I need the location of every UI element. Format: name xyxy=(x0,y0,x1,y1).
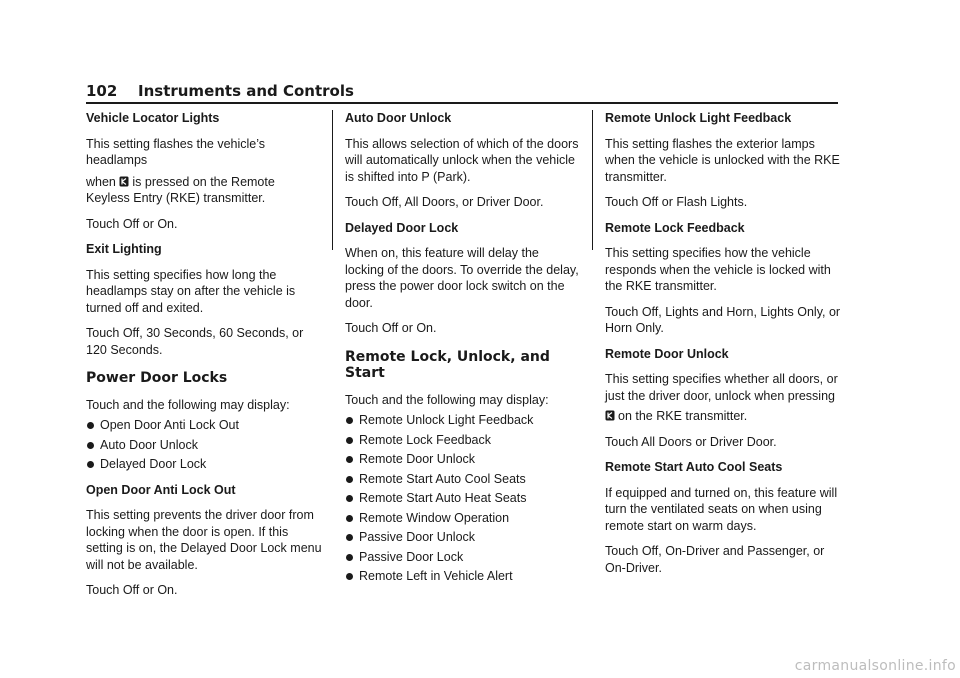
paragraph: Touch Off or On. xyxy=(86,583,178,597)
subheading-vehicle-locator-lights: Vehicle Locator Lights xyxy=(86,111,220,125)
section-heading-remote-lock-unlock-start: Remote Lock, Unlock, and Start xyxy=(345,348,550,381)
paragraph: Touch All Doors or Driver Door. xyxy=(605,434,777,449)
paragraph: Touch Off or On. xyxy=(86,216,178,231)
page-number: 102 xyxy=(86,82,118,100)
paragraph: This allows selection of which of the doors will automatically unlock when the vehicle is shifted into P (Park). xyxy=(345,136,579,184)
paragraph: Touch Off, All Doors, or Driver Door. xyxy=(345,195,544,209)
paragraph: Touch Off or Flash Lights. xyxy=(605,195,748,209)
paragraph: This setting flashes the vehicle’s headlamps xyxy=(86,136,266,167)
paragraph: This setting specifies whether all doors, or just the driver door, unlock when pressing xyxy=(605,372,838,403)
unlock-key-icon xyxy=(119,176,129,187)
bullet-list xyxy=(86,417,322,473)
page-header xyxy=(86,82,838,104)
subheading-delayed-door-lock: Delayed Door Lock xyxy=(345,220,459,235)
list-item: Remote Start Auto Heat Seats xyxy=(345,490,581,507)
list-item: Remote Unlock Light Feedback xyxy=(345,412,581,429)
column-2 xyxy=(345,110,581,594)
bullet-list xyxy=(345,412,581,585)
paragraph: Touch Off, Lights and Horn, Lights Only, or Horn Only. xyxy=(605,304,841,335)
column-1 xyxy=(86,110,322,608)
list-item: Remote Door Unlock xyxy=(345,451,581,468)
list-item: Remote Window Operation xyxy=(345,510,581,527)
text: when xyxy=(86,174,116,189)
paragraph: This setting prevents the driver door from locking when the door is open. If this setting is on, the Delayed Door Lock menu will not be available. xyxy=(86,508,322,572)
list-item: Delayed Door Lock xyxy=(86,456,322,473)
subheading-remote-start-auto-cool-seats: Remote Start Auto Cool Seats xyxy=(605,460,783,474)
column-divider xyxy=(592,110,593,250)
list-item: Passive Door Lock xyxy=(345,549,581,566)
subheading-remote-unlock-light-feedback: Remote Unlock Light Feedback xyxy=(605,111,792,125)
paragraph: This setting specifies how the vehicle responds when the vehicle is locked with the RKE transmitter. xyxy=(605,246,831,293)
subheading-auto-door-unlock: Auto Door Unlock xyxy=(345,111,452,125)
paragraph xyxy=(86,174,322,207)
paragraph: Touch Off, 30 Seconds, 60 Seconds, or 120 Seconds. xyxy=(86,326,304,357)
subheading-open-door-anti-lock-out: Open Door Anti Lock Out xyxy=(86,482,236,497)
paragraph: This setting flashes the exterior lamps when the vehicle is unlocked with the RKE transmitter. xyxy=(605,136,840,184)
column-3 xyxy=(605,110,841,585)
paragraph: When on, this feature will delay the locking of the doors. To override the delay, press the power door lock switch on the door. xyxy=(345,246,579,310)
list-item: Open Door Anti Lock Out xyxy=(86,417,322,434)
section-heading-power-door-locks: Power Door Locks xyxy=(86,370,228,386)
text: is pressed on the Remote Keyless Entry (RKE) transmitter. xyxy=(86,174,275,205)
paragraph: Touch Off, On-Driver and Passenger, or On-Driver. xyxy=(605,544,825,575)
text: on the RKE transmitter. xyxy=(618,409,748,423)
paragraph: Touch and the following may display: xyxy=(86,397,290,412)
list-item: Remote Lock Feedback xyxy=(345,432,581,449)
column-divider xyxy=(332,110,333,250)
chapter-title: Instruments and Controls xyxy=(138,82,354,100)
paragraph: Touch Off or On. xyxy=(345,321,437,335)
list-item: Auto Door Unlock xyxy=(86,437,322,454)
paragraph: Touch and the following may display: xyxy=(345,392,549,407)
subheading-remote-lock-feedback: Remote Lock Feedback xyxy=(605,220,745,235)
unlock-key-icon xyxy=(605,410,615,421)
paragraph: This setting specifies how long the headlamps stay on after the vehicle is turned off and exited. xyxy=(86,267,296,315)
subheading-remote-door-unlock: Remote Door Unlock xyxy=(605,346,729,361)
list-item: Passive Door Unlock xyxy=(345,529,581,546)
subheading-exit-lighting: Exit Lighting xyxy=(86,242,162,256)
list-item: Remote Left in Vehicle Alert xyxy=(345,568,581,585)
paragraph xyxy=(605,408,841,425)
paragraph: If equipped and turned on, this feature will turn the ventilated seats on when using remote start on warm days. xyxy=(605,485,838,533)
list-item: Remote Start Auto Cool Seats xyxy=(345,471,581,488)
watermark: carmanualsonline.info xyxy=(794,658,956,674)
